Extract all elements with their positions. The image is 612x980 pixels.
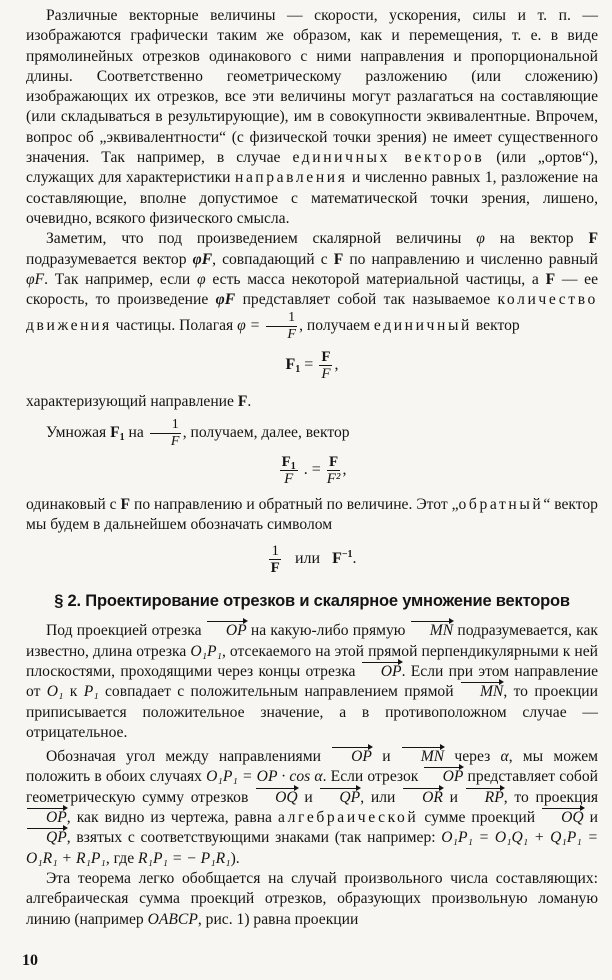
numerator [280,454,298,471]
vector-OP: OP [423,767,464,787]
term-direction: направления [235,169,348,187]
paragraph-inverse-vector [26,495,598,536]
vector-OP: OP [331,747,372,767]
equation-projection: O₁P₁ = OP · cos α [206,768,323,786]
vector-F1: F [110,423,120,441]
fraction-one-over-F [266,310,297,343]
para2a-text: Заметим, что под произведением скалярной величины [46,230,462,248]
scalar-phiF: φF [26,270,45,288]
vector-F: F [588,230,599,248]
para5c-text: “ вектор мы будем в дальнейшем обозначать символом [26,495,598,534]
term-unit-vectors: единичных векторов [292,149,485,167]
p6b-text: на какую-либо прямую [250,622,406,640]
vector-F: F [237,393,248,411]
or-text: , или [360,788,396,806]
p6a-text: Под проекцией отрезка [46,622,202,640]
paragraph-generalization [26,869,598,930]
para2j-text: частицы. Полагая [115,317,234,335]
fraction-F1-over-F [280,454,298,487]
p7c-text: , мы можем положить в обоих случаях [26,748,599,786]
para2i-text: представляет собой так называемое [242,291,491,309]
para2h-text: — ее скорость, то произведение [26,270,599,309]
comma: , [334,356,339,374]
point-P1: P₁ [83,683,99,701]
p7e-text: представляет собой геометрическую сумму отрезков [26,768,599,806]
phi-symbol: φ [196,270,206,288]
vector-OP: OP [361,662,402,682]
formula-inverse [26,454,598,487]
section-title: § 2. Проектирование отрезков и скалярное умножение векторов [54,592,570,611]
p7h-text: сумме проекций [424,809,536,827]
para3-text: характеризующий направление [26,393,234,411]
segment-O1P1: O₁P₁ [190,642,222,660]
period: . [352,550,357,568]
fraction-F-over-F [319,349,332,382]
p8b-text: , рис. 1) равна проекции [197,910,359,928]
para2d-text: , совпадающий с [212,250,328,268]
formula-F1: F [285,356,296,374]
sub1: 1 [290,460,296,472]
p6e-text: . Если при этом направление от [26,662,598,701]
para5a-text: одинаковый с [26,495,117,513]
p7j-text: , где [105,849,135,867]
para2e-text: по направлению и численно равный [349,250,598,268]
denominator: F [270,560,280,577]
fraction-one-over-F [150,417,181,450]
para1c-text: и численно равных 1, разложение на составляющие, вполне допустимое с математической точки зрения, лишено, очевидно, всякого физического смысла. [26,169,599,227]
p6c-text: подразумевается, как известно, длина отрезка [26,622,599,660]
formula-unit-vector [26,349,598,382]
fraction-F-over-F2 [327,454,341,487]
equals-sign: = [300,356,318,374]
vector-QP: QP [26,828,67,848]
vector-MN: MN [401,747,444,767]
p7g-text: , как видно из чертежа, равна [66,809,272,827]
p7b-text: через [454,748,491,766]
para2g-text: есть масса некоторой материальной частицы, а [212,270,539,288]
p6d-text: , отсекаемого на этой прямой перпендикулярными к ней плоскостями, проходящими через концы отрезка [26,642,598,680]
numerator: 1 [266,310,297,327]
vector-OP: OP [26,808,67,828]
subscript-1: 1 [119,431,125,443]
dot: . [303,460,308,478]
alpha-symbol: α [500,748,509,766]
p6f-text: к [69,683,78,701]
denominator: F² [326,470,341,487]
vector-MN: MN [460,682,503,702]
polyline-OABCP: OABCP [147,910,198,928]
equals-sign: = [311,460,321,478]
F: F [281,453,291,470]
vector-phiF: φF [192,250,213,268]
term-unit-vector: единичный [373,317,472,335]
numerator: F [321,349,331,366]
vector-RP: RP [465,788,504,808]
vector-OQ: OQ [541,808,584,828]
vector-F: F [332,550,342,568]
p7a-text: Обозначая угол между направлениями [46,748,321,766]
phi-equals: φ = [237,317,261,335]
denominator: F [284,470,294,487]
point-O1: O₁ [46,683,64,701]
para1b-text: (или „ортов“), служащих для характеристики [26,149,599,187]
superscript-minus-one: −1 [341,549,353,561]
p7f-text: , то проекция [503,788,598,806]
p7k-text: ). [230,849,240,867]
subscript-1: 1 [295,364,301,376]
vector-MN: MN [410,621,453,641]
or-text: или [294,550,321,568]
para4c-text: , получаем, далее, вектор [182,423,350,441]
and-text: и [382,748,391,766]
para1-text: Различные векторные величины — скорости, ускорения, силы и т. п. — изображаются графически таким же образом, как и перемещения, т. е. в виде прямолинейных отрезков одинакового с ними направления и пропорциональной длины. Соответственно геометрическому разложению (или сложению) изображающих их отрезков, все эти величины могут разлагаться на составляющие (или складываться в результирующие), им в совокупности эквивалентные. Впрочем, вопрос об „эквивалентности“ (с физической точки зрения) не имеет существенного значения. Так например, в случае [26,7,598,167]
para2l-text: вектор [475,317,520,335]
denominator: F [287,327,296,343]
equation-sum: O₁P₁ = O₁Q₁ + Q₁P₁ = O₁R₁ + R₁P₁ [26,829,598,867]
term-inverse: обратный [458,495,544,513]
p7i-text: , взятых с соответствующими знаками (так например: [66,829,436,847]
numerator: 1 [150,417,181,434]
para2k-text: получаем [306,317,370,335]
denominator: F [170,433,180,449]
vector-QP: QP [319,788,360,808]
equation-sign: R₁P₁ = − P₁R₁ [138,849,231,867]
paragraph-characterizing: характеризующий направление F. [26,393,252,411]
vector-OQ: OQ [255,788,298,808]
para2f-text: . Так например, если [44,270,191,288]
paragraph-multiply [26,417,598,450]
denominator: F [321,366,331,383]
p6g-text: совпадает с положительным направлением прямой [105,683,454,701]
page-number: 10 [22,952,38,969]
vector-OP: OP [206,621,247,641]
term-momentum: количество движения [26,291,598,335]
phi-symbol: φ [476,230,485,248]
para4b-text: на [128,423,144,441]
p7d-text: . Если отрезок [322,768,419,786]
para5b-text: по направлению и обратный по величине. Этот „ [133,495,459,513]
vector-F: F [545,270,556,288]
term-algebraic: алгебраической [278,809,419,827]
vector-OR: OR [402,788,443,808]
formula-inverse-symbol [26,543,598,576]
para2b-text: на вектор [499,230,574,248]
paragraph-angle: Обозначая угол между направлениями OP и MN через α, мы можем положить в обоих случаях O₁P₁ = OP · cos α. Если отрезок OP представляет собой геометрическую сумму отрезков OQ и QP, или OR и RP, то проекция OP, как видно из чертежа, равна алгебраической сумме проекций OQ и QP, взятых с соответствующими знаками (так например: O₁P₁ = O₁Q₁ + Q₁P₁ = O₁R₁ + R₁P₁, где R₁P₁ = − P₁R₁). [26,748,599,867]
para2c-text: подразумевается вектор [26,250,187,268]
fraction-one-over-vecF [269,543,281,576]
numerator: F [327,454,341,471]
p6h-text: , то проекции приписывается положительное значение, а в противоположном случае — отрицательное. [26,683,598,741]
vector-F: F [120,495,131,513]
paragraph-vector-quantities [26,6,598,229]
numerator: 1 [271,543,279,560]
paragraph-scalar-product: Заметим, что под произведением скалярной величины φ на вектор F подразумевается вектор φF, совпадающий с F по направлению и численно равный φF. Так например, если φ есть масса некоторой материальной частицы, а F — ее скорость, то произведение φF представляет собой так называемое количество движения частицы. Полагая φ = $\frac{1}{F}$ , получаем единичный вектор [26,230,599,343]
vector-phiF: φF [215,291,236,309]
p8-text: Эта теорема легко обобщается на случай произвольного числа составляющих: алгебраическая сумма проекций отрезков, образующих произвольную ломаную линию (например [26,869,598,928]
paragraph-projection [26,621,598,743]
comma: , [342,460,347,478]
vector-F: F [333,250,344,268]
para4a-text: Умножая [46,423,107,441]
